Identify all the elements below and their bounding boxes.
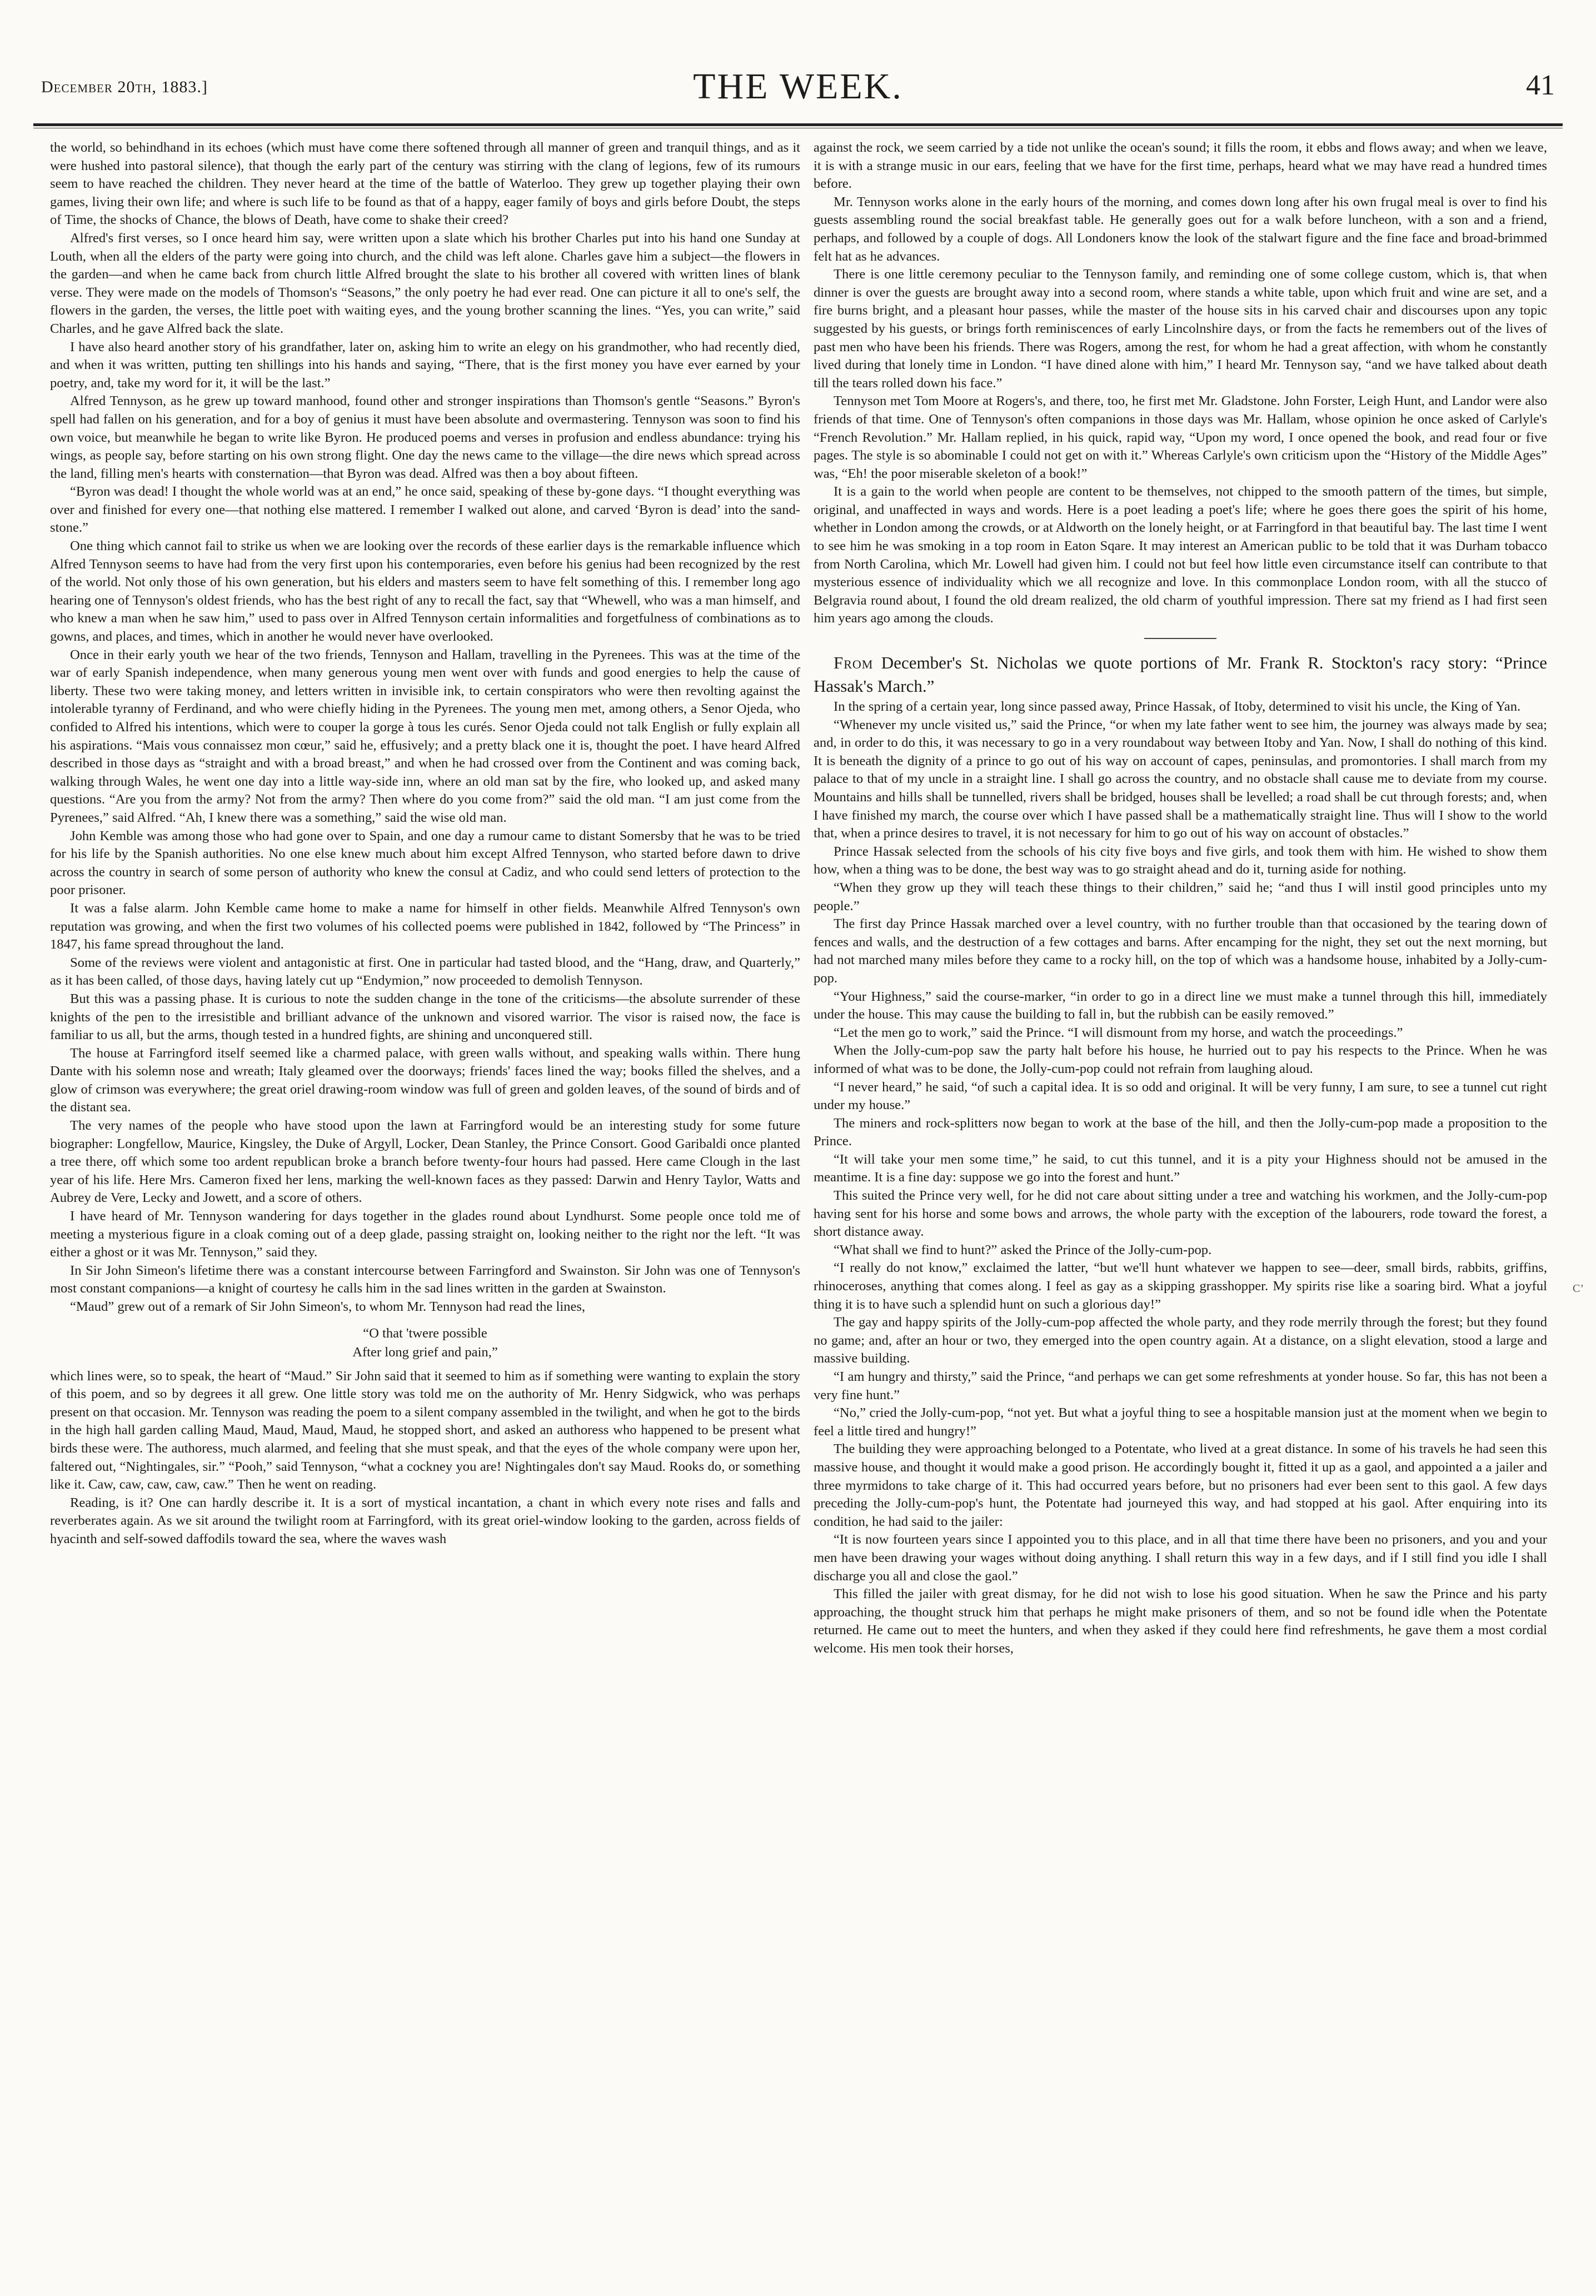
left-column-text <box>50 139 800 1316</box>
paragraph: Alfred Tennyson, as he grew up toward manhood, found other and stronger inspirations than Thomson's gentle “Seasons.” Byron's spell had fallen on his generation, and for a boy of genius it must have been absolute and overmastering. Tennyson was soon to find his own voice, but meanwhile he began to write like Byron. He produced poems and verses in profusion and endless abundance: trying his wings, as people say, before starting on his own strong flight. One day the news came to the village—the dire news which spread across the land, filling men's hearts with consternation—that Byron was dead. Alfred was then a boy about fifteen. <box>50 393 800 481</box>
paragraph: It was a false alarm. John Kemble came home to make a name for himself in other fields. Meanwhile Alfred Tennyson's own reputation was growing, and when the first two volumes of his collected poems were published in 1842, followed by “The Princess” in 1847, his fame spread throughout the land. <box>50 900 800 952</box>
paragraph: against the rock, we seem carried by a tide not unlike the ocean's sound; it fills the room, it ebbs and flows away; and when we leave, it is with a strange music in our ears, feeling that we have for the first time, perhaps, heard what we may have read a hundred times before. <box>814 140 1547 192</box>
right-column <box>814 139 1547 2274</box>
page-header <box>41 66 1555 116</box>
intro-lead-word: From <box>834 653 874 673</box>
paragraph: The very names of the people who have stood upon the lawn at Farringford would be an interesting study for some future biographer: Longfellow, Maurice, Kingsley, the Duke of Argyll, Locker, Dean Stanley, the Prince Consort. Good Garibaldi once planted a tree there, off which some too ardent republican broke a branch before twenty-four hours had passed. Here came Clough in the last year of his life. Here Mrs. Cameron fixed her lens, marking the well-known faces as they passed: Darwin and Henry Taylor, Watts and Aubrey de Vere, Lecky and Jowett, and a score of others. <box>50 1118 800 1206</box>
paragraph: In Sir John Simeon's lifetime there was a constant intercourse between Farringford and Swainston. Sir John was one of Tennyson's most constant companions—a knight of courtesy he calls him in the sad lines written in the garden at Swainston. <box>50 1262 800 1296</box>
page-number: 41 <box>1526 69 1555 101</box>
intro-text: December's St. Nicholas we quote portions of Mr. Frank R. Stockton's racy story: “Prince Hassak's March.” <box>814 653 1547 696</box>
paragraph: which lines were, so to speak, the heart of “Maud.” Sir John said that it seemed to him as if something were wanting to explain the story of this poem, and so by degrees it all grew. One little story was told me on the authority of Mr. Henry Sidgwick, who was perhaps present on that occasion. Mr. Tennyson was reading the poem to a silent company assembled in the twilight, and when he got to the birds in the high hall garden calling Maud, Maud, Maud, Maud, he stopped short, and asked an authoress who happened to be present what birds these were. The authoress, much alarmed, and feeling that she must speak, and that the eyes of the whole company were upon her, faltered out, “Nightingales, sir.” “Pooh,” said Tennyson, “what a cockney you are! Nightingales don't say Maud. Rooks do, or something like it. Caw, caw, caw, caw, caw.” Then he went on reading. <box>50 1368 800 1493</box>
paragraph: The gay and happy spirits of the Jolly-cum-pop affected the whole party, and they rode merrily through the forest; but they found no game; and, after an hour or two, they emerged into the open country again. At a distance, on a slight elevation, stood a large and massive building. <box>814 1315 1547 1366</box>
paragraph: Reading, is it? One can hardly describe it. It is a sort of mystical incantation, a chant in which every note rises and falls and reverberates again. As we sit around the twilight room at Farringford, with its great oriel-window looking to the garden, across fields of hyacinth and self-sowed daffodils toward the sea, where the waves wash <box>50 1495 800 1546</box>
left-column <box>50 139 800 2274</box>
paragraph: “I am hungry and thirsty,” said the Prince, “and perhaps we can get some refreshments at yonder house. So far, this has not been a very fine hunt.” <box>814 1369 1547 1402</box>
paragraph: When the Jolly-cum-pop saw the party halt before his house, he hurried out to pay his respects to the Prince. When he was informed of what was to be done, the Jolly-cum-pop could not refrain from laughing aloud. <box>814 1043 1547 1076</box>
paragraph: This filled the jailer with great dismay, for he did not wish to lose his good situation. When he saw the Prince and his party approaching, the thought struck him that perhaps he might make prisoners of them, and so not be found idle when the Potentate returned. He came out to meet the hunters, and when they asked if they could here find refreshments, he gave them a most cordial welcome. His men took their horses, <box>814 1586 1547 1656</box>
paragraph: “No,” cried the Jolly-cum-pop, “not yet. But what a joyful thing to see a hospitable mansion just at the moment when we begin to feel a little tired and hungry!” <box>814 1405 1547 1439</box>
paragraph: Some of the reviews were violent and antagonistic at first. One in particular had tasted blood, and the “Hang, draw, and Quarterly,” as it has been called, of those days, having lately cut up “Endymion,” now proceeded to demolish Tennyson. <box>50 955 800 989</box>
issue-date: December 20th, 1883.] <box>41 78 208 96</box>
story-intro <box>814 651 1547 698</box>
paragraph: “Your Highness,” said the course-marker, “in order to go in a direct line we must make a tunnel through this hill, immediately under the house. This may cause the building to fall in, but the rubbish can be easily removed.” <box>814 989 1547 1022</box>
right-column-text <box>814 139 1547 628</box>
paragraph: the world, so behindhand in its echoes (which must have come there softened through all manner of green and tranquil things, and as it were hushed into pastoral silence), that though the early part of the century was stirring with the clang of legions, few of its rumours seem to have reached the children. They never heard at the time of the battle of Waterloo. They grew up together playing their own games, living their own life; and where is such life to be found as that of a happy, eager family of boys and girls before Doubt, the steps of Time, the shocks of Chance, the blows of Death, have come to shake their creed? <box>50 140 800 228</box>
paragraph: “When they grow up they will teach these things to their children,” said he; “and thus I will instil good principles unto my people.” <box>814 880 1547 914</box>
paragraph: This suited the Prince very well, for he did not care about sitting under a tree and watching his workmen, and the Jolly-cum-pop having sent for his horse and some bows and arrows, the whole party with the exception of the labourers, rode toward the forest, a short distance away. <box>814 1188 1547 1240</box>
paragraph: There is one little ceremony peculiar to the Tennyson family, and reminding one of some college custom, which is, that when dinner is over the guests are brought away into a second room, where stands a white table, upon which fruit and wine are set, and a fire burns bright, and a pleasant hour passes, while the master of the house sits in his carved chair and discourses upon any topic suggested by his guests, or brings forth reminiscences of early Lincolnshire days, or from the facts he remembers out of the lives of past men who have been his friends. There was Rogers, among the rest, for whom he had a great affection, with whom he constantly lived during that lonely time in London. “I have dined alone with him,” I heard Mr. Tennyson say, “and we have talked about death till the tears rolled down his face.” <box>814 267 1547 391</box>
paragraph: I have heard of Mr. Tennyson wandering for days together in the glades round about Lyndhurst. Some people once told me of meeting a mysterious figure in a cloak coming out of a deep glade, passing straight on, looking neither to the right nor the left. “It was either a ghost or it was Mr. Tennyson,” said they. <box>50 1209 800 1260</box>
paragraph: The miners and rock-splitters now began to work at the base of the hill, and then the Jolly-cum-pop made a proposition to the Prince. <box>814 1115 1547 1149</box>
paragraph: “What shall we find to hunt?” asked the Prince of the Jolly-cum-pop. <box>834 1242 1212 1257</box>
paragraph: “Maud” grew out of a remark of Sir John Simeon's, to whom Mr. Tennyson had read the lines, <box>70 1299 586 1314</box>
paragraph: It is a gain to the world when people are content to be themselves, not chipped to the smooth pattern of the times, but simple, original, and unaffected in ways and words. Here is a poet leading a poet's life; where he goes there goes the spirit of his home, whether in London among the crowds, or at Aldworth on the lonely height, or at Farringford in that beautiful bay. The last time I went to see him he was smoking in a top room in Eaton Sqare. It may interest an American public to be told that it was Durham tobacco from North Carolina, which Mr. Lowell had given him. I could not but feel how little even circumstance itself can contribute to that mysterious essence of individuality which we all recognize and love. In this commonplace London room, with all the stucco of Belgravia round about, I found the old dream realized, the old charm of youthful impression. There sat my friend as I had first seen him years ago among the clouds. <box>814 484 1547 626</box>
paragraph: Mr. Tennyson works alone in the early hours of the morning, and comes down long after his own frugal meal is over to find his guests assembling round the social breakfast table. He generally goes out for a walk before luncheon, with a son and a friend, perhaps, and followed by a couple of dogs. All Londoners know the look of the stalwart figure and the fine face and broad-brimmed felt hat as he advances. <box>814 194 1547 264</box>
paragraph: The building they were approaching belonged to a Potentate, who lived at a great distance. In some of his travels he had seen this massive house, and thought it would make a good prison. He accordingly bought it, fitted it up as a gaol, and appointed a a jailer and three myrmidons to take charge of it. This had occurred years before, but no prisoners had ever been sent to this gaol. A few days preceding the Jolly-cum-pop's hunt, the Potentate had journeyed this way, and had stopped at his gaol. After enquiring into its condition, he had said to the jailer: <box>814 1441 1547 1529</box>
verse-line: After long grief and pain,” <box>352 1344 498 1360</box>
quoted-verse <box>50 1324 800 1362</box>
story-text <box>814 698 1547 1658</box>
paragraph: But this was a passing phase. It is curious to note the sudden change in the tone of the criticisms—the absolute surrender of these knights of the pen to the irresistible and brilliant advance of the unknown and visored warrior. The visor is raised now, the face is familiar to us all, but the arms, though tested in a hundred fights, are shining and unconquered still. <box>50 991 800 1043</box>
section-divider <box>1144 638 1216 639</box>
paragraph: Prince Hassak selected from the schools of his city five boys and five girls, and took them with him. He wished to show them how, when a thing was to be done, the best way was to go straight ahead and do it, turning aside for nothing. <box>814 843 1547 877</box>
header-rule <box>33 123 1563 126</box>
paragraph: John Kemble was among those who had gone over to Spain, and one day a rumour came to distant Somersby that he was to be tried for his life by the Spanish authorities. No one else knew much about him except Alfred Tennyson, who started before dawn to drive across the country in search of some person of authority who knew the consul at Cadiz, and who could send letters of protection to the poor prisoner. <box>50 828 800 898</box>
masthead-title: THE WEEK. <box>693 66 903 107</box>
paragraph: “It will take your men some time,” he said, to cut this tunnel, and it is a pity your Highness should not be amused in the meantime. It is a fine day: suppose we go into the forest and hunt.” <box>814 1151 1547 1185</box>
paragraph: “It is now fourteen years since I appointed you to this place, and in all that time there have been no prisoners, and you and your men have been drawing your wages without doing anything. I shall return this way in a few days, and if I still find you idle I shall discharge you all and close the gaol.” <box>814 1532 1547 1584</box>
paragraph: I have also heard another story of his grandfather, later on, asking him to write an elegy on his grandmother, who had recently died, and when it was written, putting ten shillings into his hands and saying, “There, that is the first money you have ever earned by your poetry, and, take my word for it, it will be the last.” <box>50 339 800 391</box>
paragraph: “Whenever my uncle visited us,” said the Prince, “or when my late father went to see him, the journey was always made by sea; and, in order to do this, it was necessary to go in a very roundabout way between Itoby and Yan. Now, I shall do nothing of this kind. It is beneath the dignity of a prince to go out of his way on account of capes, peninsulas, and promontories. I shall march from my palace to that of my uncle in a straight line. I shall go across the country, and no obstacle shall cause me to deviate from my course. Mountains and hills shall be tunnelled, rivers shall be bridged, houses shall be levelled; a road shall be cut through forests; and, when I have finished my march, the course over which I have passed shall be a mathematically straight line. Thus will I show to the world that, when a prince desires to travel, it is not necessary for him to go out of his way on account of obstacles.” <box>814 717 1547 841</box>
paragraph: Once in their early youth we hear of the two friends, Tennyson and Hallam, travelling in the Pyrenees. This was at the time of the war of early Spanish independence, when many generous young men went over with funds and good energies to help the cause of liberty. These two were taking money, and letters written in invisible ink, to certain conspirators who were then revolting against the intolerable tyranny of Ferdinand, and who were chiefly hiding in the Pyrenees. The young men met, among others, a Senor Ojeda, who confided to Alfred his intentions, which were to couper la gorge à tous les curés. Senor Ojeda could not talk English or fully explain all his aspirations. “Mais vous connaissez mon cœur,” said he, effusively; and a pretty black one it is, thought the poet. I have heard Alfred described in those days as “straight and with a broad breast,” and when he had crossed over from the Continent and was coming back, walking through Wales, he went one day into a little way-side inn, where an old man sat by the fire, who looked up, and asked many questions. “Are you from the army? Not from the army? Then where do you come from?” said the old man. “I am just come from the Pyrenees,” said Alfred. “Ah, I knew there was a something,” said the wise old man. <box>50 647 800 825</box>
paragraph: Tennyson met Tom Moore at Rogers's, and there, too, he first met Mr. Gladstone. John Forster, Leigh Hunt, and Landor were also friends of that time. One of Tennyson's often companions in those days was Mr. Hallam, whose opinion he once asked of Carlyle's “French Revolution.” Mr. Hallam replied, in his quick, rapid way, “Upon my word, I once opened the book, and read four or five pages. The style is so abominable I could not get on with it.” Whereas Carlyle's own criticism upon the “History of the Middle Ages” was, “Eh! the poor miserable skeleton of a book!” <box>814 393 1547 481</box>
paragraph: “I never heard,” he said, “of such a capital idea. It is so odd and original. It will be very funny, I am sure, to see a tunnel cut right under my house.” <box>814 1079 1547 1113</box>
paragraph: “Let the men go to work,” said the Prince. “I will dismount from my horse, and watch the proceedings.” <box>834 1025 1403 1040</box>
left-column-text-continued <box>50 1367 800 1549</box>
paragraph: In the spring of a certain year, long since passed away, Prince Hassak, of Itoby, determined to visit his uncle, the King of Yan. <box>834 699 1521 715</box>
paragraph: Alfred's first verses, so I once heard him say, were written upon a slate which his brother Charles put into his hand one Sunday at Louth, when all the elders of the party were going into church, and the child was left alone. Charles gave him a subject—the flowers in the garden—and when he came back from church little Alfred brought the slate to his brother all covered with written lines of blank verse. They were made on the models of Thomson's “Seasons,” the only poetry he had ever read. One can picture it all to one's self, the flowers in the garden, the verses, the little poet with waiting eyes, and the young brother scanning the lines. “Yes, you can write,” said Charles, and he gave Alfred back the slate. <box>50 230 800 336</box>
margin-mark: C’ <box>1573 1282 1584 1295</box>
paragraph: “Byron was dead! I thought the whole world was at an end,” he once said, speaking of these by-gone days. “I thought everything was over and finished for every one—that nothing else mattered. I remember I walked out alone, and carved ‘Byron is dead’ into the sand-stone.” <box>50 484 800 536</box>
paragraph: The house at Farringford itself seemed like a charmed palace, with green walls without, and speaking walls within. There hung Dante with his solemn nose and wreath; Italy gleamed over the doorways; friends' faces lined the way; books filled the shelves, and a glow of crimson was everywhere; the great oriel drawing-room window was full of green and golden leaves, of the sound of birds and of the distant sea. <box>50 1045 800 1115</box>
paragraph: One thing which cannot fail to strike us when we are looking over the records of these earlier days is the remarkable influence which Alfred Tennyson seems to have had from the very first upon his contemporaries, even before his genius had been recognized by the rest of the world. Not only those of his own generation, but his elders and masters seem to have felt something of this. I remember long ago hearing one of Tennyson's oldest friends, who has the best right of any to recall the fact, say that “Whewell, who was a man himself, and who knew a man when he saw him,” used to pass over in Alfred Tennyson certain informalities and forgetfulness of combinations as to gowns, and places, and times, which in another he would never have overlooked. <box>50 538 800 645</box>
verse-line: “O that 'twere possible <box>363 1325 487 1341</box>
paragraph: The first day Prince Hassak marched over a level country, with no further trouble than that occasioned by the tearing down of fences and walls, and the destruction of a few cottages and barns. After encamping for the night, they set out the next morning, but had not marched many miles before they came to a rocky hill, on the top of which was a handsome house, inhabited by a Jolly-cum-pop. <box>814 916 1547 986</box>
paragraph: “I really do not know,” exclaimed the latter, “but we'll hunt whatever we happen to see—deer, small birds, rabbits, griffins, rhinoceroses, anything that comes along. I feel as gay as a skipping grasshopper. My spirits rise like a soaring bird. What a joyful thing it is to have such a splendid hunt on such a glorious day!” <box>814 1260 1547 1312</box>
